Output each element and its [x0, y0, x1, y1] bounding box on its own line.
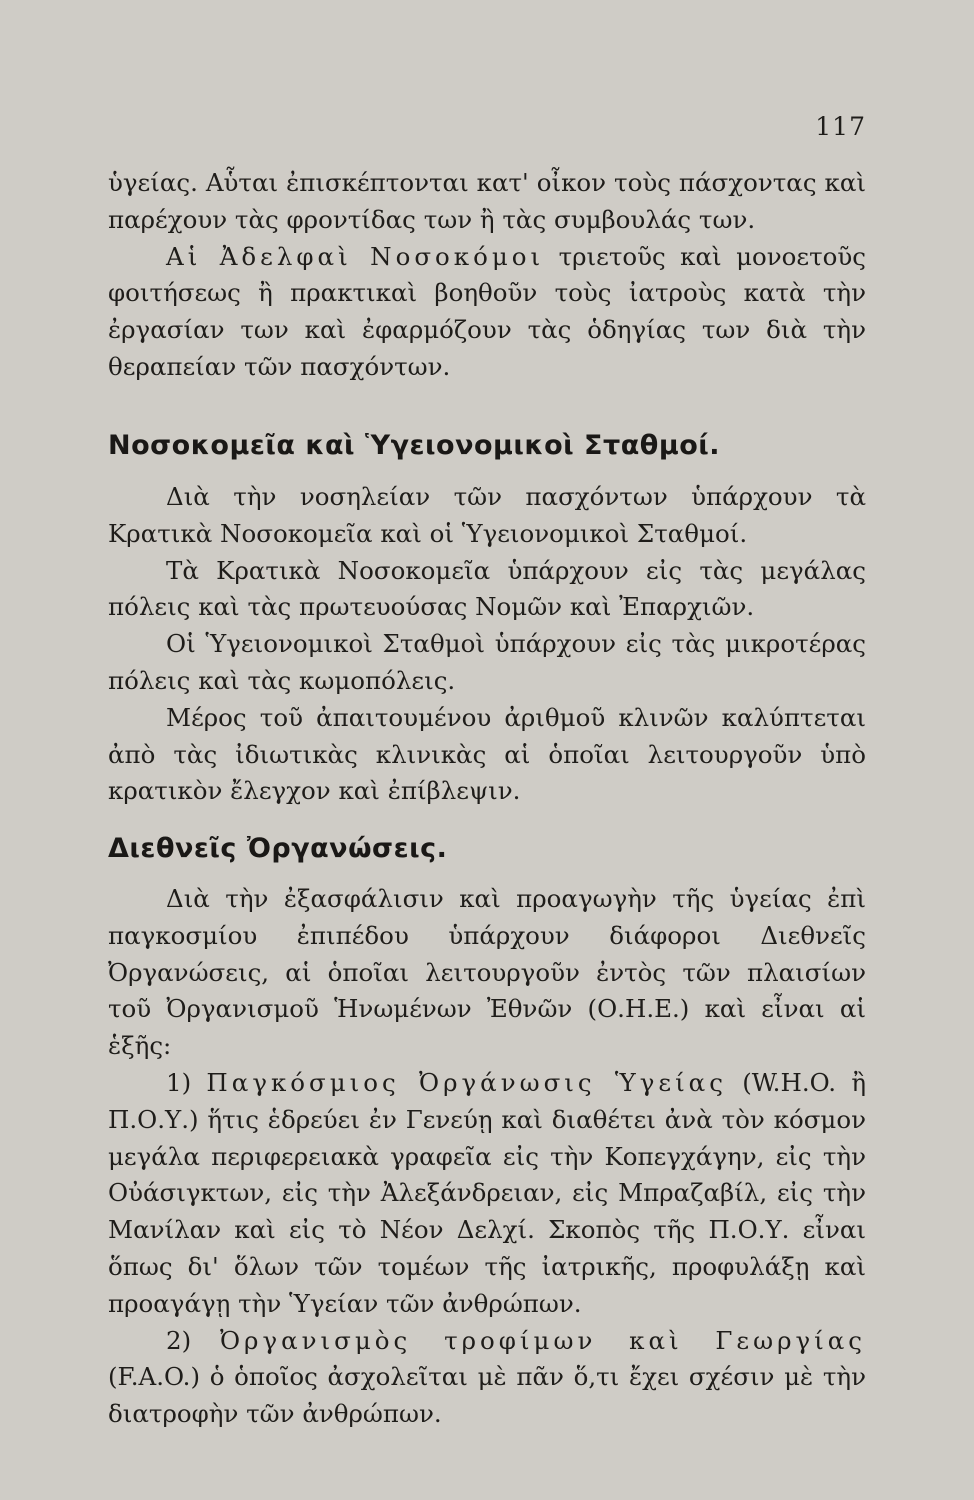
- list-item: [108, 1323, 866, 1433]
- paragraph-text: τριετοῦς καὶ μονοετοῦς φοιτήσεως ἢ πρακτικαὶ βοηθοῦν τοὺς ἰατροὺς κατὰ τὴν ἐργασίαν των καὶ ἐφαρμόζουν τὰς ὁδηγίας των διὰ τὴν θεραπείαν τῶν πασχόντων.: [108, 241, 866, 381]
- spaced-phrase: Ὀργανισμὸς τροφίμων καὶ Γεωργίας: [219, 1325, 866, 1355]
- international-text-block: [108, 881, 866, 1433]
- spaced-phrase: Αἱ Ἀδελφαὶ Νοσοκόμοι: [166, 241, 545, 271]
- page-number: 117: [815, 112, 866, 141]
- paragraph: Μέρος τοῦ ἀπαιτουμένου ἀριθμοῦ κλινῶν καλύπτεται ἀπὸ τὰς ἰδιωτικὰς κλινικὰς αἱ ὁποῖαι λειτουργοῦν ὑπὸ κρατικὸν ἔλεγχον καὶ ἐπίβλεψιν.: [108, 702, 866, 806]
- paragraph: Τὰ Κρατικὰ Νοσοκομεῖα ὑπάρχουν εἰς τὰς μεγάλας πόλεις καὶ τὰς πρωτευούσας Νομῶν καὶ Ἐπαρχιῶν.: [108, 555, 866, 622]
- section-heading-international: Διεθνεῖς Ὀργανώσεις.: [108, 833, 448, 864]
- spaced-phrase: Παγκόσμιος Ὀργάνωσις Ὑγείας: [206, 1067, 727, 1097]
- paragraph: Διὰ τὴν νοσηλείαν τῶν πασχόντων ὑπάρχουν τὰ Κρατικὰ Νοσοκομεῖα καὶ οἱ Ὑγειονομικοὶ Σταθμοί.: [108, 482, 866, 548]
- paragraph: Διὰ τὴν ἐξασφάλισιν καὶ προαγωγὴν τῆς ὑγείας ἐπὶ παγκοσμίου ἐπιπέδου ὑπάρχουν διάφοροι Διεθνεῖς Ὀργανώσεις, αἱ ὁποῖαι λειτουργοῦν ἐντὸς τῶν πλαισίων τοῦ Ὀργανισμοῦ Ἡνωμένων Ἐθνῶν (Ο.Η.Ε.) καὶ εἶναι αἱ ἑξῆς:: [108, 884, 866, 1061]
- paragraph-text: (W.H.O. ἢ Π.Ο.Υ.) ἥτις ἑδρεύει ἐν Γενεύῃ καὶ διαθέτει ἀνὰ τὸν κόσμον μεγάλα περιφερειακὰ γραφεῖα εἰς τὴν Κοπεγχάγην, εἰς τὴν Οὐάσιγκτων, εἰς τὴν Ἀλεξάνδρειαν, εἰς Μπραζαβίλ, εἰς τὴν Μανίλαν καὶ εἰς τὸ Νέον Δελχί. Σκοπὸς τῆς Π.Ο.Υ. εἶναι ὅπως δι' ὅλων τῶν τομέων τῆς ἰατρικῆς, προφυλάξῃ καὶ προαγάγῃ τὴν Ὑγείαν τῶν ἀνθρώπων.: [108, 1067, 867, 1318]
- paragraph-text: (F.A.O.) ὁ ὁποῖος ἀσχολεῖται μὲ πᾶν ὅ,τι ἔχει σχέσιν μὲ τὴν διατροφὴν τῶν ἀνθρώπων.: [108, 1362, 866, 1429]
- list-item: [108, 1065, 866, 1323]
- paragraph: ὑγείας. Αὗται ἐπισκέπτονται κατ' οἶκον τοὺς πάσχοντας καὶ παρέχουν τὰς φροντίδας των ἢ τὰς συμβουλάς των.: [108, 168, 866, 234]
- paragraph: [108, 239, 866, 386]
- item-number: 1): [166, 1067, 207, 1097]
- hospitals-text-block: [108, 479, 866, 810]
- intro-text-block: [108, 165, 866, 386]
- section-heading-hospitals: Νοσοκομεῖα καὶ Ὑγειονομικοὶ Σταθμοί.: [108, 430, 721, 461]
- item-number: 2): [166, 1325, 220, 1355]
- paragraph: Οἱ Ὑγειονομικοὶ Σταθμοὶ ὑπάρχουν εἰς τὰς μικροτέρας πόλεις καὶ τὰς κωμοπόλεις.: [108, 629, 866, 695]
